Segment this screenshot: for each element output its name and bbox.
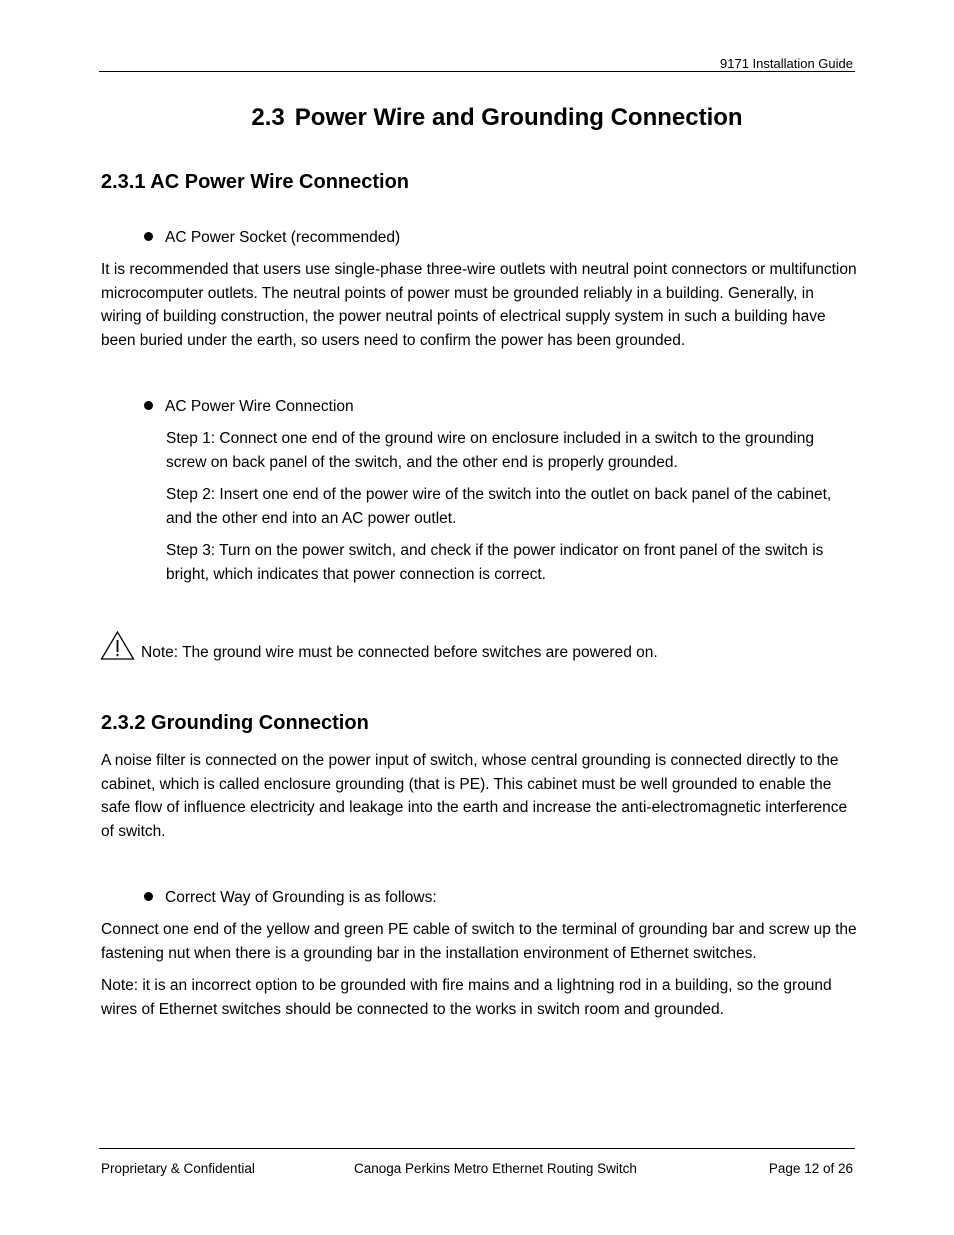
header-rule — [99, 71, 855, 72]
footer-left: Proprietary & Confidential — [101, 1161, 255, 1176]
footer-center: Canoga Perkins Metro Ethernet Routing Switch — [354, 1161, 637, 1176]
bullet-ac-power-socket — [144, 228, 400, 248]
paragraph-pe-cable: Connect one end of the yellow and green PE cable of switch to the terminal of grounding bar and screw up the fastening nut when there is a grounding bar in the installation environment of Ethernet switches. — [101, 921, 857, 962]
bullet-label: Correct Way of Grounding is as follows: — [165, 889, 437, 906]
header-doc-title: 9171 Installation Guide — [720, 56, 853, 71]
section-title-text: Power Wire and Grounding Connection — [294, 104, 743, 131]
paragraph-incorrect-grounding-note: Note: it is an incorrect option to be grounded with fire mains and a lightning rod in a building, so the ground wires of Ethernet switches should be connected to the works in switch room and grounded. — [101, 977, 832, 1018]
step-2: Step 2: Insert one end of the power wire of the switch into the outlet on back panel of the cabinet, and the other end into an AC power outlet. — [166, 486, 832, 527]
warning-icon — [100, 630, 135, 661]
bullet-label: AC Power Wire Connection — [165, 398, 354, 415]
note-text: Note: The ground wire must be connected before switches are powered on. — [141, 644, 658, 661]
section-number: 2.3 — [251, 104, 285, 131]
subsection-heading-ac-power: 2.3.1 AC Power Wire Connection — [101, 171, 410, 193]
bullet-dot — [144, 401, 153, 410]
bullet-dot — [144, 232, 153, 241]
bullet-ac-power-wire — [144, 397, 354, 417]
bullet-label: AC Power Socket (recommended) — [165, 229, 401, 246]
footer-page-number: Page 12 of 26 — [768, 1161, 853, 1176]
step-1: Step 1: Connect one end of the ground wire on enclosure included in a switch to the grounding screw on back panel of the switch, and the other end is properly grounded. — [166, 430, 814, 471]
ground-wire-note — [100, 630, 658, 662]
bullet-dot — [144, 892, 153, 901]
subsection-heading-grounding: 2.3.2 Grounding Connection — [101, 712, 369, 734]
paragraph-noise-filter: A noise filter is connected on the power input of switch, whose central grounding is connected directly to the cabinet, which is called enclosure grounding (that is PE). This cabinet must be well grounded to enable the safe flow of influence electricity and leakage into the earth and increase the anti-electromagnetic interference of switch. — [101, 752, 848, 840]
paragraph-outlet-recommendation: It is recommended that users use single-phase three-wire outlets with neutral point connectors or multifunction microcomputer outlets. The neutral points of power must be grounded reliably in a building. Generally, in wiring of building construction, the power neutral points of electrical supply system in such a building have been buried under the earth, so users need to confirm the power has been grounded. — [101, 261, 857, 349]
section-title — [99, 104, 895, 132]
bullet-correct-grounding — [144, 888, 437, 908]
footer-rule — [99, 1148, 855, 1149]
step-3: Step 3: Turn on the power switch, and check if the power indicator on front panel of the switch is bright, which indicates that power connection is correct. — [166, 542, 824, 583]
